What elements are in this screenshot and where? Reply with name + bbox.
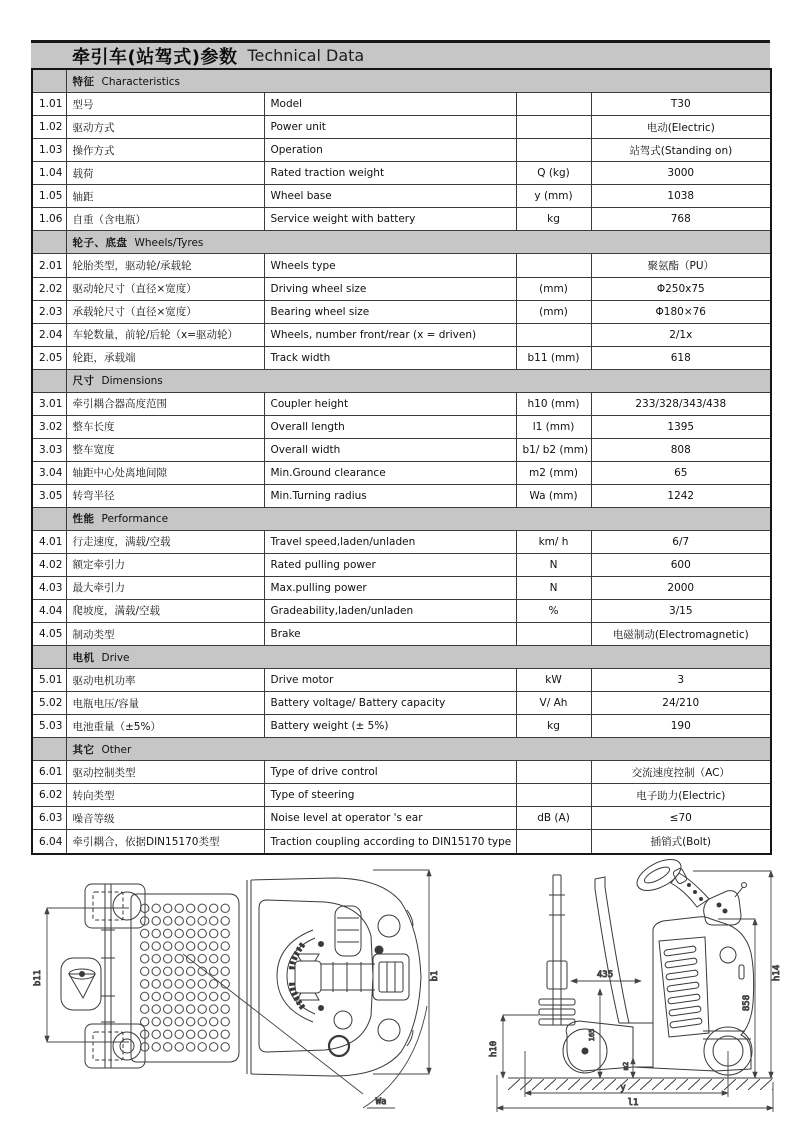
spec-row <box>32 208 771 231</box>
cell-no: 2.01 <box>32 254 66 277</box>
section-title-en: Drive <box>101 651 130 664</box>
cell-en: Rated pulling power <box>264 553 516 576</box>
cell-en: Min.Turning radius <box>264 484 516 507</box>
cell-zh: 整车宽度 <box>66 438 264 461</box>
cell-value: 808 <box>591 438 771 461</box>
cell-en: Overall length <box>264 415 516 438</box>
cell-zh: 噪音等级 <box>66 807 264 830</box>
section-title-zh: 特征 <box>72 75 95 88</box>
cell-value: Φ180×76 <box>591 300 771 323</box>
cell-zh: 轴距 <box>66 185 264 208</box>
cell-unit: N <box>516 553 591 576</box>
cell-unit: y (mm) <box>516 185 591 208</box>
cell-value: 3 <box>591 669 771 692</box>
cell-value: 6/7 <box>591 530 771 553</box>
cell-value: 768 <box>591 208 771 231</box>
cell-no: 1.04 <box>32 162 66 185</box>
cell-no: 1.06 <box>32 208 66 231</box>
section-index-cell <box>32 231 66 254</box>
cell-value: 3/15 <box>591 599 771 622</box>
section-title-zh: 轮子、底盘 <box>72 236 128 249</box>
cell-unit <box>516 323 591 346</box>
cell-en: Type of drive control <box>264 761 516 784</box>
spec-row <box>32 622 771 645</box>
cell-unit: b11 (mm) <box>516 346 591 369</box>
dim-label-b11: b11 <box>33 969 43 987</box>
spec-row <box>32 715 771 738</box>
spec-row <box>32 692 771 715</box>
cell-unit: Q (kg) <box>516 162 591 185</box>
cell-no: 3.01 <box>32 392 66 415</box>
cell-no: 5.03 <box>32 715 66 738</box>
cell-unit: (mm) <box>516 277 591 300</box>
cell-en: Wheels, number front/rear (x = driven) <box>264 323 516 346</box>
section-title-zh: 性能 <box>72 513 95 526</box>
cell-zh: 载荷 <box>66 162 264 185</box>
cell-no: 4.01 <box>32 530 66 553</box>
spec-row <box>32 162 771 185</box>
section-header-cell <box>66 646 771 669</box>
cell-en: Battery weight (± 5%) <box>264 715 516 738</box>
cell-no: 4.04 <box>32 599 66 622</box>
section-header-cell <box>66 738 771 761</box>
cell-zh: 轮距，承载端 <box>66 346 264 369</box>
tiller-arm <box>632 853 746 925</box>
cell-value: 65 <box>591 461 771 484</box>
cell-zh: 爬坡度，满载/空载 <box>66 599 264 622</box>
section-header-row <box>32 369 771 392</box>
cell-en: Power unit <box>264 116 516 139</box>
cell-value: 电磁制动(Electromagnetic) <box>591 622 771 645</box>
cell-zh: 驱动方式 <box>66 116 264 139</box>
spec-row <box>32 323 771 346</box>
section-index-cell <box>32 69 66 93</box>
cell-no: 1.02 <box>32 116 66 139</box>
cell-value: 3000 <box>591 162 771 185</box>
cell-unit <box>516 761 591 784</box>
dimension-y <box>525 1051 728 1097</box>
dim-label-wa: Wa <box>375 1097 387 1107</box>
cell-value: 电子助力(Electric) <box>591 784 771 807</box>
cell-unit: h10 (mm) <box>516 392 591 415</box>
cell-zh: 额定牵引力 <box>66 553 264 576</box>
cell-unit <box>516 139 591 162</box>
cell-no: 4.03 <box>32 576 66 599</box>
cell-en: Brake <box>264 622 516 645</box>
cell-zh: 转弯半径 <box>66 484 264 507</box>
cell-unit: V/ Ah <box>516 692 591 715</box>
cell-en: Noise level at operator 's ear <box>264 807 516 830</box>
cell-no: 1.05 <box>32 185 66 208</box>
coupler-mast <box>539 875 575 1025</box>
cell-zh: 操作方式 <box>66 139 264 162</box>
dimension-858 <box>718 919 755 1078</box>
cell-no: 2.04 <box>32 323 66 346</box>
spec-row <box>32 553 771 576</box>
cell-unit <box>516 93 591 116</box>
cell-no: 3.03 <box>32 438 66 461</box>
spec-row <box>32 346 771 369</box>
section-header-row <box>32 231 771 254</box>
section-title-en: Performance <box>101 513 169 526</box>
section-header-cell <box>66 507 771 530</box>
cell-zh: 牵引耦合器高度范围 <box>66 392 264 415</box>
cell-no: 6.04 <box>32 830 66 854</box>
section-header-row <box>32 507 771 530</box>
section-index-cell <box>32 507 66 530</box>
dimension-m2 <box>622 1058 633 1078</box>
cell-zh: 电池重量（±5%） <box>66 715 264 738</box>
cell-value: 2/1x <box>591 323 771 346</box>
dim-label-435: 435 <box>596 970 614 980</box>
cell-no: 1.03 <box>32 139 66 162</box>
page-title-en: Technical Data <box>247 46 365 65</box>
cell-en: Overall width <box>264 438 516 461</box>
page-title <box>31 40 770 68</box>
steering-unit <box>277 906 409 1056</box>
cell-no: 3.02 <box>32 415 66 438</box>
cell-zh: 行走速度，满载/空载 <box>66 530 264 553</box>
cell-value: 聚氨酯（PU） <box>591 254 771 277</box>
cell-zh: 承载轮尺寸（直径×宽度） <box>66 300 264 323</box>
ground-line <box>508 1078 773 1090</box>
cell-en: Travel speed,laden/unladen <box>264 530 516 553</box>
spec-row <box>32 784 771 807</box>
perforated-platform <box>131 894 239 1062</box>
cell-no: 5.01 <box>32 669 66 692</box>
cell-zh: 牵引耦合，依据DIN15170类型 <box>66 830 264 854</box>
cell-unit <box>516 830 591 854</box>
cell-unit <box>516 254 591 277</box>
spec-row <box>32 300 771 323</box>
cell-en: Operation <box>264 139 516 162</box>
cell-zh: 自重（含电瓶） <box>66 208 264 231</box>
section-title-zh: 电机 <box>72 651 95 664</box>
spec-row <box>32 576 771 599</box>
cell-unit: (mm) <box>516 300 591 323</box>
section-header-cell <box>66 369 771 392</box>
cell-value: 1395 <box>591 415 771 438</box>
dim-label-y: y <box>620 1083 626 1093</box>
spec-row <box>32 530 771 553</box>
section-header-row <box>32 738 771 761</box>
section-header-cell <box>66 69 771 93</box>
cell-value: 24/210 <box>591 692 771 715</box>
cell-en: Driving wheel size <box>264 277 516 300</box>
dimension-b1 <box>373 870 440 1074</box>
cell-en: Type of steering <box>264 784 516 807</box>
section-header-cell <box>66 231 771 254</box>
cell-no: 4.02 <box>32 553 66 576</box>
section-title-zh: 尺寸 <box>72 375 95 388</box>
cell-no: 4.05 <box>32 622 66 645</box>
spec-row <box>32 185 771 208</box>
cell-unit: dB (A) <box>516 807 591 830</box>
cell-zh: 电瓶电压/容量 <box>66 692 264 715</box>
spec-row <box>32 484 771 507</box>
cell-value: T30 <box>591 93 771 116</box>
spec-row <box>32 461 771 484</box>
cell-en: Wheel base <box>264 185 516 208</box>
cell-en: Gradeability,laden/unladen <box>264 599 516 622</box>
dim-label-h14: h14 <box>772 964 782 982</box>
cell-no: 3.04 <box>32 461 66 484</box>
cell-en: Bearing wheel size <box>264 300 516 323</box>
dim-label-858: 858 <box>742 994 752 1012</box>
cell-unit: m2 (mm) <box>516 461 591 484</box>
cell-value: ≤70 <box>591 807 771 830</box>
spec-table <box>31 68 772 855</box>
cell-no: 2.05 <box>32 346 66 369</box>
section-header-row <box>32 69 771 93</box>
cell-zh: 轮胎类型，驱动轮/承载轮 <box>66 254 264 277</box>
section-title-zh: 其它 <box>72 743 95 756</box>
cell-value: 1242 <box>591 484 771 507</box>
section-index-cell <box>32 369 66 392</box>
cell-en: Battery voltage/ Battery capacity <box>264 692 516 715</box>
spec-row <box>32 93 771 116</box>
cell-value: 618 <box>591 346 771 369</box>
cell-zh: 转向类型 <box>66 784 264 807</box>
cell-value: 2000 <box>591 576 771 599</box>
cell-unit: b1/ b2 (mm) <box>516 438 591 461</box>
cell-value: 1038 <box>591 185 771 208</box>
cell-value: 190 <box>591 715 771 738</box>
spec-row <box>32 807 771 830</box>
cell-zh: 驱动轮尺寸（直径×宽度） <box>66 277 264 300</box>
cell-value: 233/328/343/438 <box>591 392 771 415</box>
spec-row <box>32 599 771 622</box>
page-title-zh: 牵引车(站驾式)参数 <box>72 46 238 68</box>
cell-no: 5.02 <box>32 692 66 715</box>
cell-en: Service weight with battery <box>264 208 516 231</box>
dim-label-h10: h10 <box>489 1040 499 1058</box>
cell-en: Max.pulling power <box>264 576 516 599</box>
cell-unit <box>516 116 591 139</box>
cell-value: 600 <box>591 553 771 576</box>
spec-row <box>32 277 771 300</box>
spec-row <box>32 254 771 277</box>
cell-unit <box>516 622 591 645</box>
cell-value: 电动(Electric) <box>591 116 771 139</box>
spec-table-body <box>32 69 771 854</box>
dim-label-165: 165 <box>588 1028 596 1042</box>
cell-zh: 驱动电机功率 <box>66 669 264 692</box>
dimension-435 <box>571 970 641 981</box>
spec-row <box>32 415 771 438</box>
cell-unit: kg <box>516 208 591 231</box>
cell-zh: 最大牵引力 <box>66 576 264 599</box>
cell-value: 交流速度控制（AC） <box>591 761 771 784</box>
cell-no: 3.05 <box>32 484 66 507</box>
cell-unit: kg <box>516 715 591 738</box>
spec-row <box>32 669 771 692</box>
section-header-row <box>32 646 771 669</box>
dim-label-b1: b1 <box>430 970 440 982</box>
cell-unit: Wa (mm) <box>516 484 591 507</box>
section-index-cell <box>32 646 66 669</box>
cell-no: 1.01 <box>32 93 66 116</box>
section-index-cell <box>32 738 66 761</box>
cell-zh: 车轮数量，前轮/后轮（x=驱动轮） <box>66 323 264 346</box>
section-title-en: Wheels/Tyres <box>134 236 204 249</box>
spec-row <box>32 438 771 461</box>
cell-value: 插销式(Bolt) <box>591 830 771 854</box>
tiller-handle-top <box>373 954 409 1000</box>
cell-en: Min.Ground clearance <box>264 461 516 484</box>
cell-en: Traction coupling according to DIN15170 type <box>264 830 516 854</box>
cell-unit <box>516 784 591 807</box>
top-view-drawing <box>33 858 463 1118</box>
motor-cover <box>653 917 754 1071</box>
spec-row <box>32 116 771 139</box>
cell-unit: kW <box>516 669 591 692</box>
cell-no: 6.03 <box>32 807 66 830</box>
cell-zh: 型号 <box>66 93 264 116</box>
dim-label-m2: m2 <box>622 1061 630 1071</box>
dim-label-l1: l1 <box>627 1098 639 1108</box>
cell-zh: 制动类型 <box>66 622 264 645</box>
cell-no: 2.02 <box>32 277 66 300</box>
dimension-h10 <box>489 1015 539 1078</box>
cell-unit: % <box>516 599 591 622</box>
cell-unit: km/ h <box>516 530 591 553</box>
section-title-en: Characteristics <box>101 75 181 88</box>
spec-row <box>32 139 771 162</box>
cell-zh: 整车长度 <box>66 415 264 438</box>
section-title-en: Other <box>101 743 132 756</box>
cell-en: Rated traction weight <box>264 162 516 185</box>
cell-unit: l1 (mm) <box>516 415 591 438</box>
cell-no: 2.03 <box>32 300 66 323</box>
cell-value: 站驾式(Standing on) <box>591 139 771 162</box>
cell-en: Model <box>264 93 516 116</box>
spec-row <box>32 830 771 854</box>
cell-value: Φ250x75 <box>591 277 771 300</box>
cell-no: 6.01 <box>32 761 66 784</box>
spec-row <box>32 392 771 415</box>
cell-en: Coupler height <box>264 392 516 415</box>
section-title-en: Dimensions <box>101 375 163 388</box>
cell-en: Wheels type <box>264 254 516 277</box>
side-view-drawing <box>483 853 798 1121</box>
cell-unit: N <box>516 576 591 599</box>
cell-no: 6.02 <box>32 784 66 807</box>
spec-row <box>32 761 771 784</box>
cell-en: Drive motor <box>264 669 516 692</box>
coupler-top <box>61 958 101 1010</box>
cell-zh: 驱动控制类型 <box>66 761 264 784</box>
cell-zh: 轴距中心处离地间隙 <box>66 461 264 484</box>
cell-en: Track width <box>264 346 516 369</box>
drawings-panel <box>0 853 800 1121</box>
